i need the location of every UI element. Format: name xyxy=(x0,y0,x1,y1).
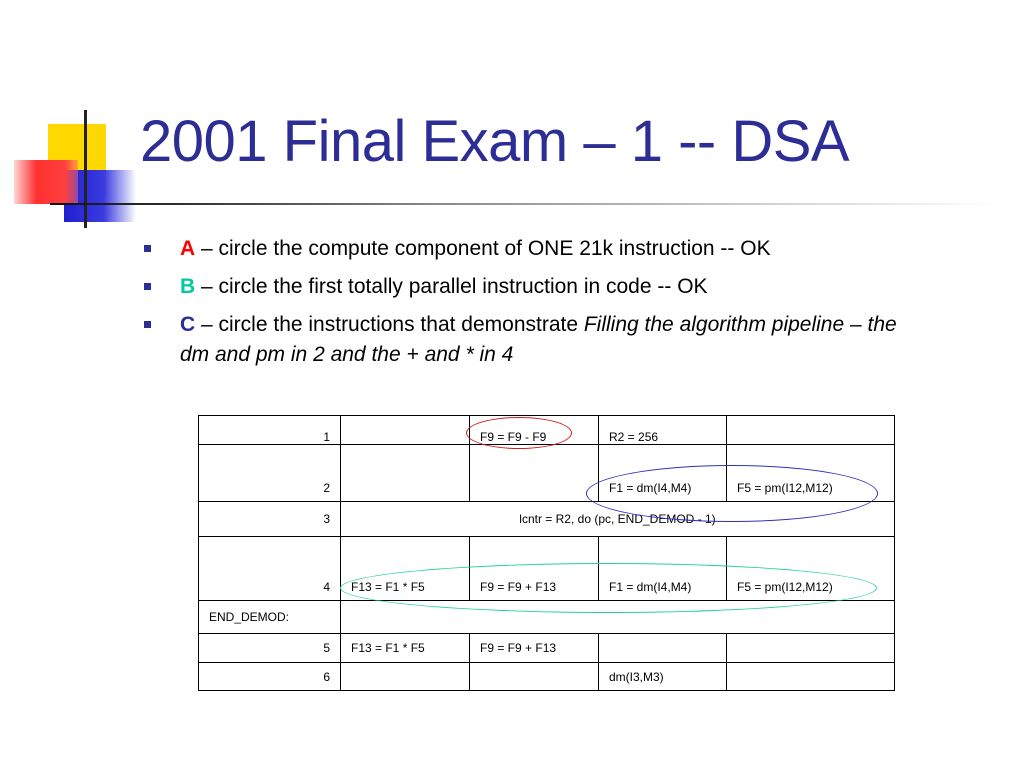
table-cell: F13 = F1 * F5 xyxy=(341,537,470,601)
table-cell: END_DEMOD: xyxy=(199,601,341,634)
table-cell: F9 = F9 - F9 xyxy=(470,416,599,445)
table-cell: F9 = F9 + F13 xyxy=(470,634,599,663)
bullet-letter-b: B xyxy=(180,275,196,298)
slide-title: 2001 Final Exam – 1 -- DSA xyxy=(140,109,850,174)
table-cell xyxy=(341,663,470,691)
table-row xyxy=(199,601,895,634)
table-row xyxy=(199,445,895,502)
bullet-text-c: – circle the instructions that demonstrate xyxy=(195,313,584,336)
bullet-marker xyxy=(144,283,151,290)
table-cell: 6 xyxy=(199,663,341,691)
bullet-letter-a: A xyxy=(180,237,196,260)
table-cell xyxy=(599,634,727,663)
table-cell xyxy=(341,416,470,445)
table-cell: 4 xyxy=(199,537,341,601)
bullet-marker xyxy=(144,245,151,252)
table-cell: 3 xyxy=(199,502,341,537)
table-row xyxy=(199,502,895,537)
bullet-a xyxy=(140,234,930,264)
bullet-c xyxy=(140,310,930,370)
bullet-list xyxy=(140,234,930,378)
code-table xyxy=(198,415,895,691)
decor-vertical-line xyxy=(84,110,87,228)
table-cell: F1 = dm(I4,M4) xyxy=(599,445,727,502)
table-cell: F5 = pm(I12,M12) xyxy=(727,537,895,601)
table-cell xyxy=(341,445,470,502)
table-cell: 1 xyxy=(199,416,341,445)
table-cell xyxy=(727,634,895,663)
table-row xyxy=(199,634,895,663)
table-cell xyxy=(727,663,895,691)
bullet-b xyxy=(140,272,930,302)
bullet-text-a: – circle the compute component of ONE 21k instruction -- OK xyxy=(195,237,771,260)
table-cell xyxy=(470,445,599,502)
table-cell: lcntr = R2, do (pc, END_DEMOD - 1) xyxy=(341,502,895,537)
table-cell: dm(I3,M3) xyxy=(599,663,727,691)
table-row xyxy=(199,416,895,445)
table-cell: R2 = 256 xyxy=(599,416,727,445)
bullet-letter-c: C xyxy=(180,313,196,336)
table-cell: F5 = pm(I12,M12) xyxy=(727,445,895,502)
bullet-marker xyxy=(144,321,151,328)
table-row xyxy=(199,663,895,691)
table-cell: F13 = F1 * F5 xyxy=(341,634,470,663)
bullet-text-c-italic: Filling the algorithm pipeline – the dm and pm in 2 and the + and * in 4 xyxy=(180,313,897,366)
table-cell xyxy=(341,601,895,634)
table-row xyxy=(199,537,895,601)
table-cell: F9 = F9 + F13 xyxy=(470,537,599,601)
table-cell: 5 xyxy=(199,634,341,663)
table-cell xyxy=(470,663,599,691)
decor-red-block xyxy=(14,160,78,204)
table-cell: 2 xyxy=(199,445,341,502)
table-cell xyxy=(727,416,895,445)
title-underline xyxy=(50,203,1000,205)
bullet-text-b: – circle the first totally parallel instruction in code -- OK xyxy=(195,275,708,298)
table-cell: F1 = dm(I4,M4) xyxy=(599,537,727,601)
